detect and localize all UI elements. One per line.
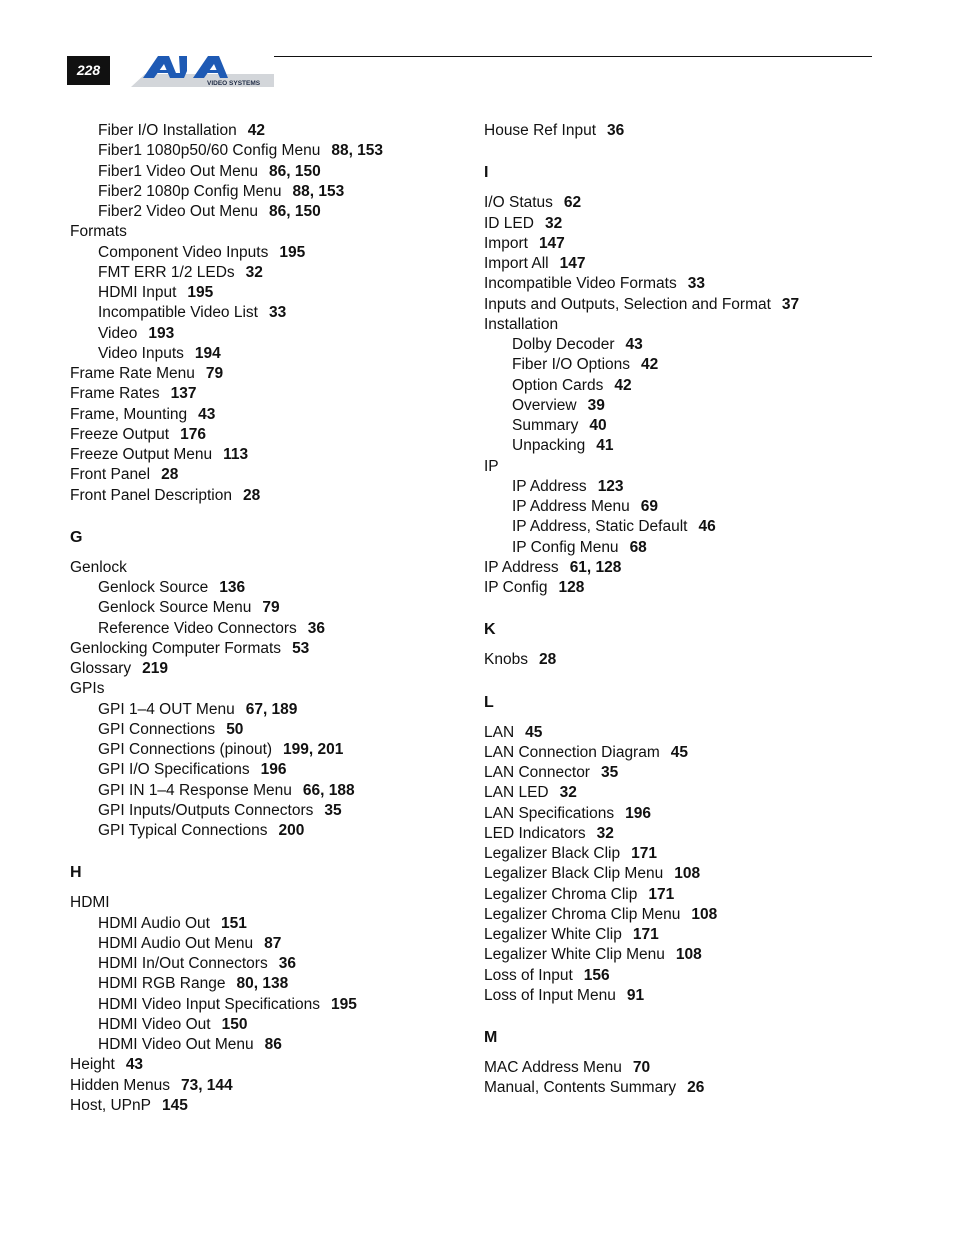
index-entry [70,283,470,303]
index-term: Legalizer Black Clip [484,845,621,862]
index-entry [484,1078,904,1098]
index-term: Fiber I/O Installation [98,122,237,139]
index-entry [484,335,904,355]
index-term: Legalizer White Clip Menu [484,946,665,964]
index-page-numbers[interactable]: 147 [538,234,565,252]
index-term: Genlock Source [98,579,209,596]
index-term: Installation [484,315,559,333]
index-term: Legalizer Chroma Clip Menu [484,905,681,923]
index-page-numbers[interactable]: 35 [324,801,342,819]
index-entry [484,1058,904,1078]
index-term: Host, UPnP [70,1096,151,1114]
index-page-numbers[interactable]: 68 [629,538,647,556]
index-entry [70,974,470,994]
index-page-numbers[interactable]: 171 [648,885,675,903]
index-term: Front Panel [70,466,151,484]
index-page-numbers[interactable]: 33 [687,275,705,293]
index-page-numbers[interactable]: 42 [641,356,659,374]
index-page-numbers[interactable]: 26 [687,1079,705,1097]
index-entry [70,324,470,344]
index-term: Legalizer Black Clip Menu [484,865,664,883]
index-entry [484,214,904,234]
index-section-letter: I [484,164,489,182]
index-term: MAC Address Menu [484,1059,622,1076]
index-term: House Ref Input [484,122,597,139]
index-term: Fiber2 1080p Config Menu [98,182,282,200]
index-entry [484,416,904,436]
aja-logo [131,54,274,88]
index-entry [70,243,470,263]
index-term: LAN Connector [484,764,590,781]
index-term: Fiber1 Video Out Menu [98,162,258,180]
index-term: Summary [512,417,579,434]
index-term: LAN [484,723,515,741]
index-entry [70,801,470,821]
index-page-numbers[interactable]: 199, 201 [283,741,344,758]
index-term: Reference Video Connectors [98,619,297,637]
index-page-numbers[interactable]: 53 [292,639,310,657]
index-entry [70,700,470,720]
index-entry [70,781,470,801]
index-term: HDMI In/Out Connectors [98,955,268,972]
index-term: IP Config [484,579,548,596]
index-page-numbers[interactable]: 67, 189 [245,700,298,718]
index-term: Dolby Decoder [512,336,615,353]
index-term: LAN LED [484,784,549,802]
index-entry [70,914,470,934]
index-page-numbers[interactable]: 32 [559,784,577,802]
index-page-numbers[interactable]: 36 [307,619,326,637]
index-entry [70,760,470,780]
index-term: IP Address, Static Default [512,518,688,536]
index-entry [70,1076,470,1096]
index-entry [484,295,904,315]
index-section-letter: L [484,693,494,711]
index-entry [70,578,470,598]
index-entry [70,445,470,465]
index-term: Frame Rate Menu [70,365,195,382]
index-entry [70,405,470,425]
index-page-numbers[interactable]: 128 [558,579,585,596]
index-term: LAN Specifications [484,804,615,822]
index-term: Overview [512,396,577,414]
index-page-numbers[interactable]: 43 [625,336,643,353]
index-term: Video [98,324,138,342]
index-term: GPI Typical Connections [98,822,268,839]
index-page-numbers[interactable]: 176 [180,425,206,443]
index-entry [70,1055,470,1075]
index-term: Height [70,1056,115,1074]
index-term: Genlocking Computer Formats [70,639,282,657]
index-term: Video Inputs [98,344,184,362]
index-entry [484,538,904,558]
index-entry [70,995,470,1015]
index-term: ID LED [484,214,534,232]
index-page-numbers[interactable]: 62 [563,194,582,212]
index-entry [484,477,904,497]
index-entry [484,763,904,783]
index-page-numbers[interactable]: 37 [781,295,800,313]
index-page-numbers[interactable]: 79 [262,599,280,617]
index-entry [70,639,470,659]
index-entry [70,182,470,202]
index-entry [484,376,904,396]
index-term: Loss of Input Menu [484,986,616,1004]
index-term: GPI 1–4 OUT Menu [98,700,235,718]
index-entry [484,497,904,517]
index-page-numbers[interactable]: 88, 153 [331,142,384,160]
index-term: Hidden Menus [70,1076,170,1094]
index-page-numbers[interactable]: 42 [247,122,265,139]
page-number: 228 [67,56,110,85]
index-entry [70,558,470,578]
index-entry [70,1096,470,1116]
index-page-numbers[interactable]: 80, 138 [236,975,289,993]
index-page-numbers[interactable]: 86 [264,1036,282,1053]
index-column-left [70,121,470,1116]
index-entry [484,885,904,905]
index-term: Import All [484,255,549,272]
index-page-numbers[interactable]: 28 [161,466,179,484]
index-term: Glossary [70,660,132,677]
index-entry [70,465,470,485]
index-page-numbers[interactable]: 35 [600,764,619,781]
index-entry [70,202,470,222]
index-entry [484,804,904,824]
index-page-numbers[interactable]: 108 [675,946,702,964]
index-entry [484,254,904,274]
index-entry [70,954,470,974]
index-entry [70,1015,470,1035]
index-term: Fiber I/O Options [512,356,631,374]
index-page-numbers[interactable]: 79 [205,365,224,382]
index-entry [484,315,904,335]
index-page-numbers[interactable]: 108 [691,905,718,923]
index-term: HDMI RGB Range [98,975,226,993]
index-page-numbers[interactable]: 66, 188 [302,781,355,799]
index-term: Genlock [70,558,127,576]
index-entry [70,1035,470,1055]
index-page-numbers[interactable]: 193 [148,324,175,342]
index-term: Incompatible Video Formats [484,275,677,293]
index-entry [70,344,470,364]
index-term: Legalizer White Clip [484,926,622,943]
index-entry [484,355,904,375]
index-term: Inputs and Outputs, Selection and Format [484,295,771,313]
index-term: IP Address Menu [512,498,630,515]
index-entry [484,436,904,456]
logo-subtext: VIDEO SYSTEMS [207,80,261,87]
index-term: GPI I/O Specifications [98,761,250,779]
index-term: HDMI Audio Out [98,914,210,932]
index-term: Fiber1 1080p50/60 Config Menu [98,142,321,160]
index-entry [70,263,470,283]
index-term: Fiber2 Video Out Menu [98,203,258,220]
index-term: Legalizer Chroma Clip [484,885,638,903]
index-entry [484,578,904,598]
index-entry [70,679,470,699]
index-term: LAN Connection Diagram [484,743,660,761]
index-entry [484,783,904,803]
index-entry [484,274,904,294]
index-term: Manual, Contents Summary [484,1079,677,1097]
index-page-numbers[interactable]: 86, 150 [268,203,321,220]
index-page-numbers[interactable]: 91 [626,986,645,1004]
index-page-numbers[interactable]: 43 [125,1056,144,1074]
index-term: GPI IN 1–4 Response Menu [98,781,292,799]
index-page-numbers[interactable]: 42 [614,376,632,394]
index-section-letter: G [70,528,83,546]
index-page-numbers[interactable]: 32 [245,263,263,281]
index-term: Component Video Inputs [98,243,269,261]
index-page-numbers[interactable]: 87 [264,934,282,952]
index-term: GPIs [70,680,105,698]
index-page-numbers[interactable]: 195 [187,284,214,301]
index-term: FMT ERR 1/2 LEDs [98,263,235,281]
index-page-numbers[interactable]: 28 [242,486,261,504]
index-page-numbers[interactable]: 156 [583,966,610,984]
index-section-letter: K [484,621,496,639]
index-page-numbers[interactable]: 45 [525,723,543,741]
index-entry [484,925,904,945]
index-entry [484,723,904,743]
index-page-numbers[interactable]: 137 [170,385,197,403]
index-page-numbers[interactable]: 43 [198,405,216,423]
index-entry [484,193,904,213]
index-term: Unpacking [512,437,586,455]
index-entry [484,121,904,141]
index-page-numbers[interactable]: 151 [221,914,247,932]
index-term: HDMI Video Out Menu [98,1036,254,1053]
index-term: IP Config Menu [512,538,619,556]
index-entry [70,303,470,323]
index-page-numbers[interactable]: 39 [587,396,605,414]
index-term: IP Address [512,477,587,495]
index-term: HDMI Input [98,284,177,301]
index-term: HDMI Video Input Specifications [98,995,320,1013]
index-entry [70,222,470,242]
index-term: Formats [70,223,127,241]
index-page-numbers[interactable]: 46 [698,518,716,536]
index-term: LED Indicators [484,824,586,842]
index-entry [70,720,470,740]
index-entry [70,619,470,639]
index-page-numbers[interactable]: 32 [544,214,563,232]
header-rule [274,56,872,57]
index-column-right [484,121,904,1099]
index-page-numbers[interactable]: 196 [625,804,651,822]
index-entry [484,457,904,477]
index-page-numbers[interactable]: 50 [226,720,244,738]
index-term: Freeze Output [70,425,170,443]
index-entry [70,598,470,618]
index-entry [70,486,470,506]
index-entry [70,364,470,384]
index-page-numbers[interactable]: 113 [223,446,249,463]
index-entry [484,558,904,578]
index-term: IP [484,457,499,475]
index-entry [484,986,904,1006]
index-page-numbers[interactable]: 36 [607,122,625,139]
index-page-numbers[interactable]: 69 [640,498,659,515]
index-entry [70,659,470,679]
index-page-numbers[interactable]: 36 [278,955,296,972]
index-page-numbers[interactable]: 33 [268,304,287,322]
index-term: Incompatible Video List [98,304,258,322]
index-term: Front Panel Description [70,486,232,504]
index-page-numbers[interactable]: 136 [219,579,246,596]
index-entry [70,121,470,141]
index-term: Import [484,234,528,252]
index-term: HDMI Audio Out Menu [98,934,254,952]
index-page-numbers[interactable]: 123 [597,477,624,495]
index-term: Genlock Source Menu [98,599,252,617]
index-entry [70,162,470,182]
index-term: HDMI [70,894,110,912]
index-entry [70,740,470,760]
index-page-numbers[interactable]: 219 [142,660,169,677]
index-term: I/O Status [484,194,553,212]
index-entry [70,893,470,913]
index-page-numbers[interactable]: 171 [631,845,657,862]
index-page-numbers[interactable]: 200 [278,822,305,839]
index-section-letter: H [70,864,82,882]
index-section-letter: M [484,1029,498,1046]
index-entry [484,396,904,416]
index-page-numbers[interactable]: 70 [632,1059,651,1076]
index-page-numbers[interactable]: 32 [596,824,614,842]
index-page-numbers[interactable]: 40 [589,417,607,434]
index-page-numbers[interactable]: 45 [670,743,689,761]
index-term: IP Address [484,558,559,576]
index-entry [70,425,470,445]
index-term: Option Cards [512,376,604,394]
index-entry [484,743,904,763]
index-page-numbers[interactable]: 195 [279,243,306,261]
index-entry [484,844,904,864]
index-entry [484,945,904,965]
index-term: GPI Connections (pinout) [98,741,273,758]
index-entry [484,864,904,884]
index-page-numbers[interactable]: 171 [632,926,659,943]
index-page-numbers[interactable]: 41 [596,437,614,455]
index-page-numbers[interactable]: 108 [674,865,701,883]
index-entry [70,141,470,161]
index-term: GPI Inputs/Outputs Connectors [98,801,314,819]
index-page-numbers[interactable]: 73, 144 [180,1076,233,1094]
index-entry [484,905,904,925]
index-page-numbers[interactable]: 61, 128 [569,558,622,576]
index-entry [484,517,904,537]
index-entry [70,821,470,841]
index-page-numbers[interactable]: 145 [161,1096,188,1114]
index-term: GPI Connections [98,720,216,738]
index-page-numbers[interactable]: 150 [221,1015,248,1033]
index-term: HDMI Video Out [98,1015,211,1033]
index-entry [484,966,904,986]
index-entry [70,934,470,954]
index-page-numbers[interactable]: 147 [559,255,586,272]
index-page-numbers[interactable]: 195 [331,995,357,1013]
index-entry [484,650,904,670]
index-page-numbers[interactable]: 86, 150 [268,162,321,180]
index-term: Frame, Mounting [70,405,188,423]
index-entry [70,384,470,404]
index-page-numbers[interactable]: 28 [538,651,557,669]
index-page-numbers[interactable]: 196 [260,761,287,779]
index-page-numbers[interactable]: 194 [194,344,221,362]
index-term: Knobs [484,651,528,669]
index-entry [484,824,904,844]
index-entry [484,234,904,254]
index-term: Frame Rates [70,385,160,403]
index-term: Loss of Input [484,966,573,984]
index-page-numbers[interactable]: 88, 153 [292,182,345,200]
index-term: Freeze Output Menu [70,446,213,463]
